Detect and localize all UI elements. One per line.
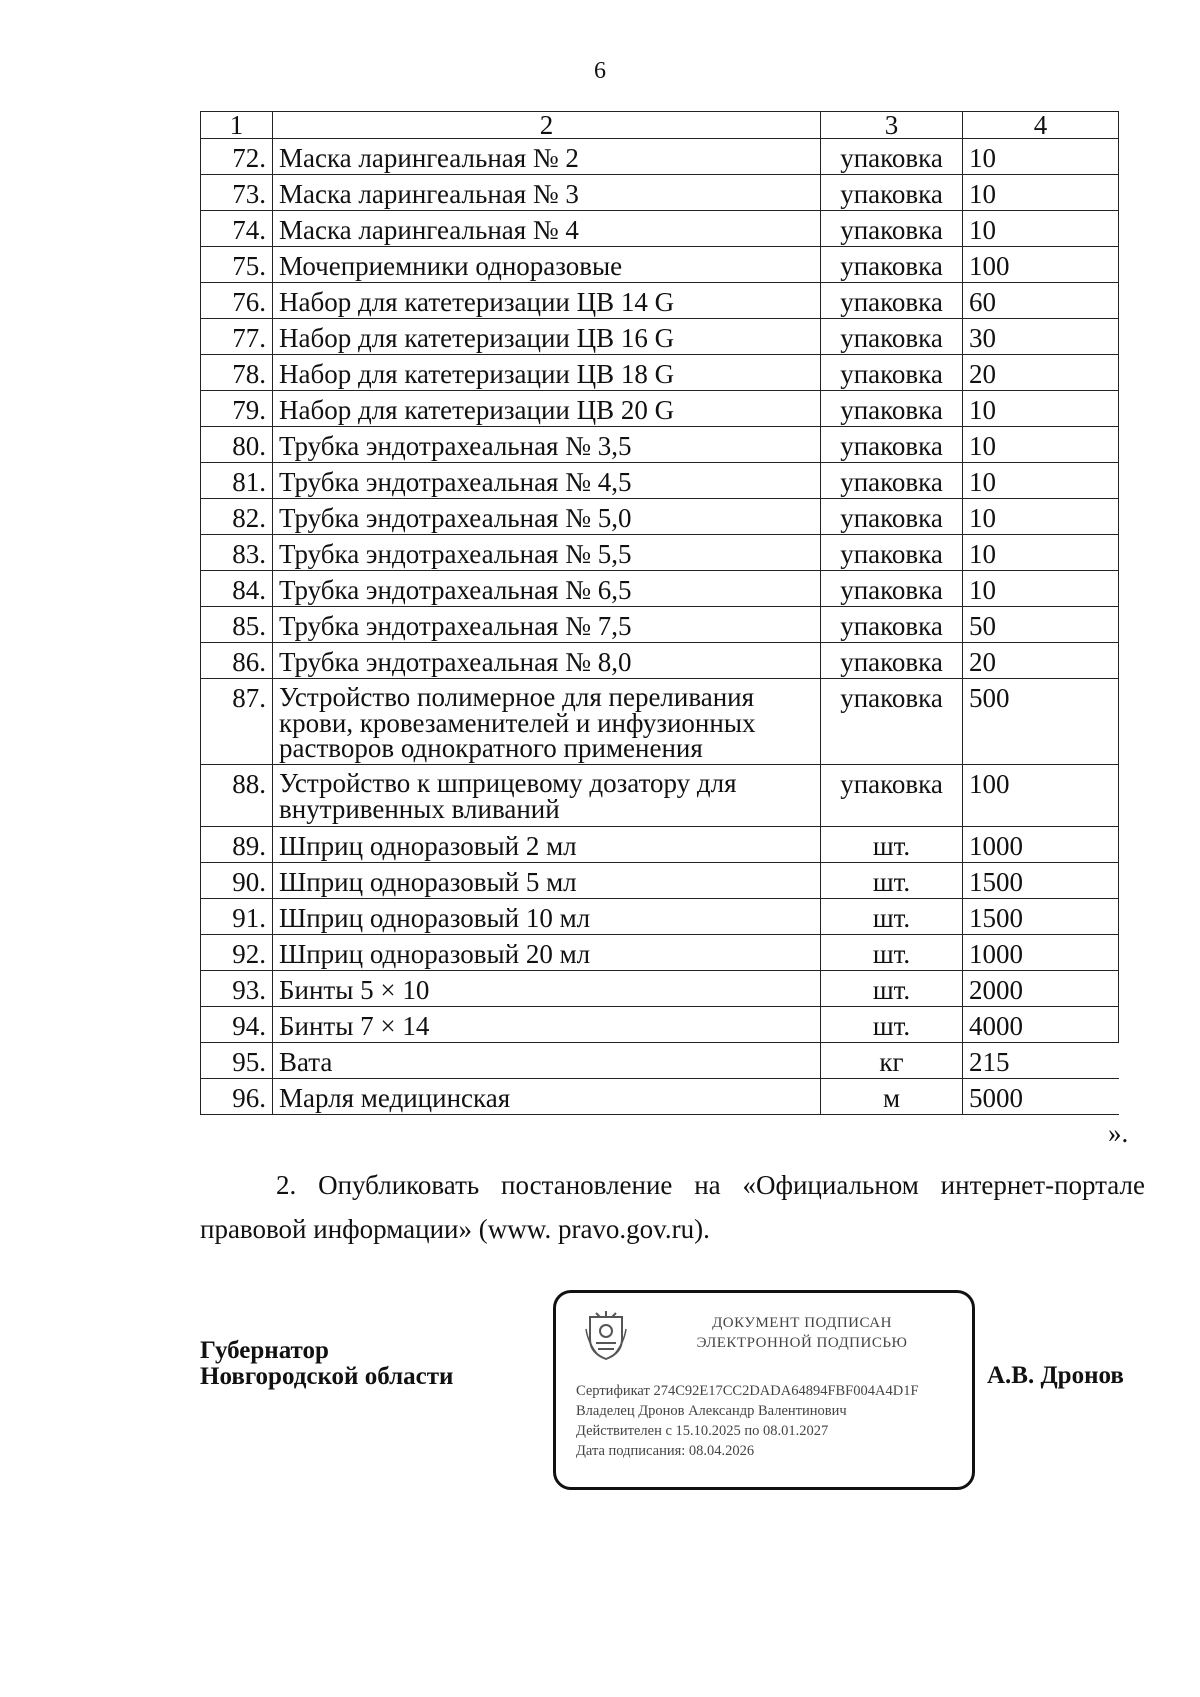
stamp-certificate: Сертификат 274C92E17CC2DADA64894FBF004A4D1F: [576, 1383, 919, 1399]
row-number-cell: 93.: [201, 971, 273, 1007]
quantity-cell: 1500: [963, 863, 1119, 899]
unit-cell: упаковка: [821, 643, 963, 679]
item-name-line: внутривенных вливаний: [279, 793, 560, 824]
table-row: [201, 355, 1119, 391]
table-row: [201, 679, 1119, 765]
quantity-cell: 10: [963, 499, 1119, 535]
item-name-line: растворов однократного применения: [279, 733, 703, 764]
item-name-cell: Трубка эндотрахеальная № 3,5: [273, 427, 821, 463]
stamp-details: [576, 1381, 919, 1461]
stamp-sign-date: Дата подписания: 08.04.2026: [576, 1443, 755, 1459]
quantity-cell: 10: [963, 427, 1119, 463]
column-header: 3: [821, 112, 963, 139]
row-number-cell: 82.: [201, 499, 273, 535]
item-name-cell: Марля медицинская: [273, 1079, 821, 1115]
table-row: [201, 175, 1119, 211]
row-number-cell: 88.: [201, 765, 273, 827]
unit-cell: шт.: [821, 935, 963, 971]
unit-cell: упаковка: [821, 247, 963, 283]
unit-cell: упаковка: [821, 283, 963, 319]
row-number-cell: 77.: [201, 319, 273, 355]
item-name-cell: Трубка эндотрахеальная № 7,5: [273, 607, 821, 643]
table-row: [201, 211, 1119, 247]
table-row: [201, 571, 1119, 607]
stamp-heading: [652, 1313, 952, 1353]
paragraph-line-1: 2. Опубликовать постановление на «Официальном интернет-портале: [276, 1170, 1145, 1200]
quantity-cell: 50: [963, 607, 1119, 643]
row-number-cell: 74.: [201, 211, 273, 247]
unit-cell: упаковка: [821, 499, 963, 535]
supplies-table: [200, 111, 1119, 1115]
item-name-cell: Шприц одноразовый 10 мл: [273, 899, 821, 935]
unit-cell: упаковка: [821, 607, 963, 643]
quantity-cell: 1000: [963, 935, 1119, 971]
row-number-cell: 72.: [201, 139, 273, 175]
item-name-cell: Набор для катетеризации ЦВ 14 G: [273, 283, 821, 319]
unit-cell: упаковка: [821, 175, 963, 211]
column-header: 4: [963, 112, 1119, 139]
unit-cell: шт.: [821, 1007, 963, 1043]
row-number-cell: 86.: [201, 643, 273, 679]
signatory-title: [200, 1338, 453, 1390]
unit-cell: шт.: [821, 863, 963, 899]
table-row: [201, 765, 1119, 827]
table-row: [201, 863, 1119, 899]
stamp-owner: Владелец Дронов Александр Валентинович: [576, 1403, 847, 1419]
table-row: [201, 247, 1119, 283]
table-row: [201, 391, 1119, 427]
row-number-cell: 80.: [201, 427, 273, 463]
table-row: [201, 535, 1119, 571]
quantity-cell: 500: [963, 679, 1119, 765]
column-header: 2: [273, 112, 821, 139]
table-header-row: [201, 112, 1119, 139]
item-name-line: крови, кровезаменителей и инфузионных: [279, 707, 756, 738]
table-row: [201, 499, 1119, 535]
item-name-cell: Маска ларингеальная № 2: [273, 139, 821, 175]
quantity-cell: 10: [963, 211, 1119, 247]
electronic-signature-stamp: [553, 1290, 975, 1490]
item-name-cell: Бинты 7 × 14: [273, 1007, 821, 1043]
row-number-cell: 75.: [201, 247, 273, 283]
quantity-cell: 4000: [963, 1007, 1119, 1043]
quantity-cell: 60: [963, 283, 1119, 319]
item-name-cell: Маска ларингеальная № 3: [273, 175, 821, 211]
unit-cell: упаковка: [821, 463, 963, 499]
row-number-cell: 89.: [201, 827, 273, 863]
row-number-cell: 94.: [201, 1007, 273, 1043]
row-number-cell: 95.: [201, 1043, 273, 1079]
item-name-cell: Шприц одноразовый 5 мл: [273, 863, 821, 899]
quantity-cell: 100: [963, 765, 1119, 827]
item-name-line: Устройство к шприцевому дозатору для: [279, 768, 737, 798]
item-name-cell: [273, 765, 821, 827]
table-row: [201, 1007, 1119, 1043]
quantity-cell: 100: [963, 247, 1119, 283]
item-name-cell: Трубка эндотрахеальная № 5,5: [273, 535, 821, 571]
item-name-cell: Шприц одноразовый 20 мл: [273, 935, 821, 971]
quantity-cell: 5000: [963, 1079, 1119, 1115]
item-name-line: Устройство полимерное для переливания: [279, 682, 755, 712]
item-name-cell: Набор для катетеризации ЦВ 20 G: [273, 391, 821, 427]
quantity-cell: 10: [963, 139, 1119, 175]
quantity-cell: 20: [963, 643, 1119, 679]
item-name-cell: Мочеприемники одноразовые: [273, 247, 821, 283]
table-row: [201, 971, 1119, 1007]
item-name-cell: Набор для катетеризации ЦВ 16 G: [273, 319, 821, 355]
unit-cell: упаковка: [821, 211, 963, 247]
table-row: [201, 319, 1119, 355]
table-row: [201, 607, 1119, 643]
row-number-cell: 73.: [201, 175, 273, 211]
unit-cell: шт.: [821, 971, 963, 1007]
item-name-cell: Вата: [273, 1043, 821, 1079]
column-header: 1: [201, 112, 273, 139]
row-number-cell: 83.: [201, 535, 273, 571]
page-number: 6: [594, 58, 606, 84]
item-name-cell: Трубка эндотрахеальная № 8,0: [273, 643, 821, 679]
row-number-cell: 90.: [201, 863, 273, 899]
signatory-title-line-1: Губернатор: [200, 1337, 329, 1364]
quantity-cell: 215: [963, 1043, 1119, 1079]
row-number-cell: 76.: [201, 283, 273, 319]
unit-cell: упаковка: [821, 319, 963, 355]
row-number-cell: 96.: [201, 1079, 273, 1115]
unit-cell: упаковка: [821, 139, 963, 175]
row-number-cell: 87.: [201, 679, 273, 765]
item-name-cell: Трубка эндотрахеальная № 5,0: [273, 499, 821, 535]
signatory-title-line-2: Новгородской области: [200, 1363, 454, 1390]
stamp-heading-line-2: ЭЛЕКТРОННОЙ ПОДПИСЬЮ: [696, 1335, 908, 1351]
table-row: [201, 283, 1119, 319]
item-name-cell: Набор для катетеризации ЦВ 18 G: [273, 355, 821, 391]
unit-cell: упаковка: [821, 427, 963, 463]
item-name-cell: Шприц одноразовый 2 мл: [273, 827, 821, 863]
unit-cell: м: [821, 1079, 963, 1115]
quantity-cell: 10: [963, 463, 1119, 499]
row-number-cell: 78.: [201, 355, 273, 391]
paragraph-line-2: правовой информации» (www. pravo.gov.ru).: [200, 1214, 710, 1244]
row-number-cell: 92.: [201, 935, 273, 971]
table-row: [201, 427, 1119, 463]
row-number-cell: 91.: [201, 899, 273, 935]
table-row: [201, 827, 1119, 863]
table-row: [201, 1079, 1119, 1115]
item-name-cell: Бинты 5 × 10: [273, 971, 821, 1007]
row-number-cell: 84.: [201, 571, 273, 607]
unit-cell: упаковка: [821, 765, 963, 827]
unit-cell: упаковка: [821, 355, 963, 391]
unit-cell: кг: [821, 1043, 963, 1079]
quantity-cell: 10: [963, 175, 1119, 211]
quantity-cell: 10: [963, 535, 1119, 571]
table-row: [201, 139, 1119, 175]
row-number-cell: 79.: [201, 391, 273, 427]
signatory-name: А.В. Дронов: [987, 1362, 1124, 1389]
table-row: [201, 643, 1119, 679]
unit-cell: упаковка: [821, 571, 963, 607]
closing-quote: ».: [1108, 1118, 1129, 1148]
table-row: [201, 1043, 1119, 1079]
quantity-cell: 2000: [963, 971, 1119, 1007]
item-name-cell: [273, 679, 821, 765]
stamp-heading-line-1: ДОКУМЕНТ ПОДПИСАН: [712, 1315, 892, 1331]
unit-cell: упаковка: [821, 679, 963, 765]
unit-cell: упаковка: [821, 535, 963, 571]
stamp-validity: Действителен с 15.10.2025 по 08.01.2027: [576, 1423, 829, 1439]
quantity-cell: 1500: [963, 899, 1119, 935]
table-row: [201, 463, 1119, 499]
row-number-cell: 85.: [201, 607, 273, 643]
quantity-cell: 20: [963, 355, 1119, 391]
quantity-cell: 10: [963, 391, 1119, 427]
unit-cell: шт.: [821, 899, 963, 935]
item-name-cell: Маска ларингеальная № 4: [273, 211, 821, 247]
table-row: [201, 935, 1119, 971]
table-body: [201, 139, 1119, 1115]
coat-of-arms-icon: [584, 1309, 628, 1361]
row-number-cell: 81.: [201, 463, 273, 499]
quantity-cell: 10: [963, 571, 1119, 607]
unit-cell: упаковка: [821, 391, 963, 427]
table-row: [201, 899, 1119, 935]
quantity-cell: 1000: [963, 827, 1119, 863]
quantity-cell: 30: [963, 319, 1119, 355]
unit-cell: шт.: [821, 827, 963, 863]
item-name-cell: Трубка эндотрахеальная № 6,5: [273, 571, 821, 607]
publication-paragraph: [200, 1163, 1145, 1251]
item-name-cell: Трубка эндотрахеальная № 4,5: [273, 463, 821, 499]
